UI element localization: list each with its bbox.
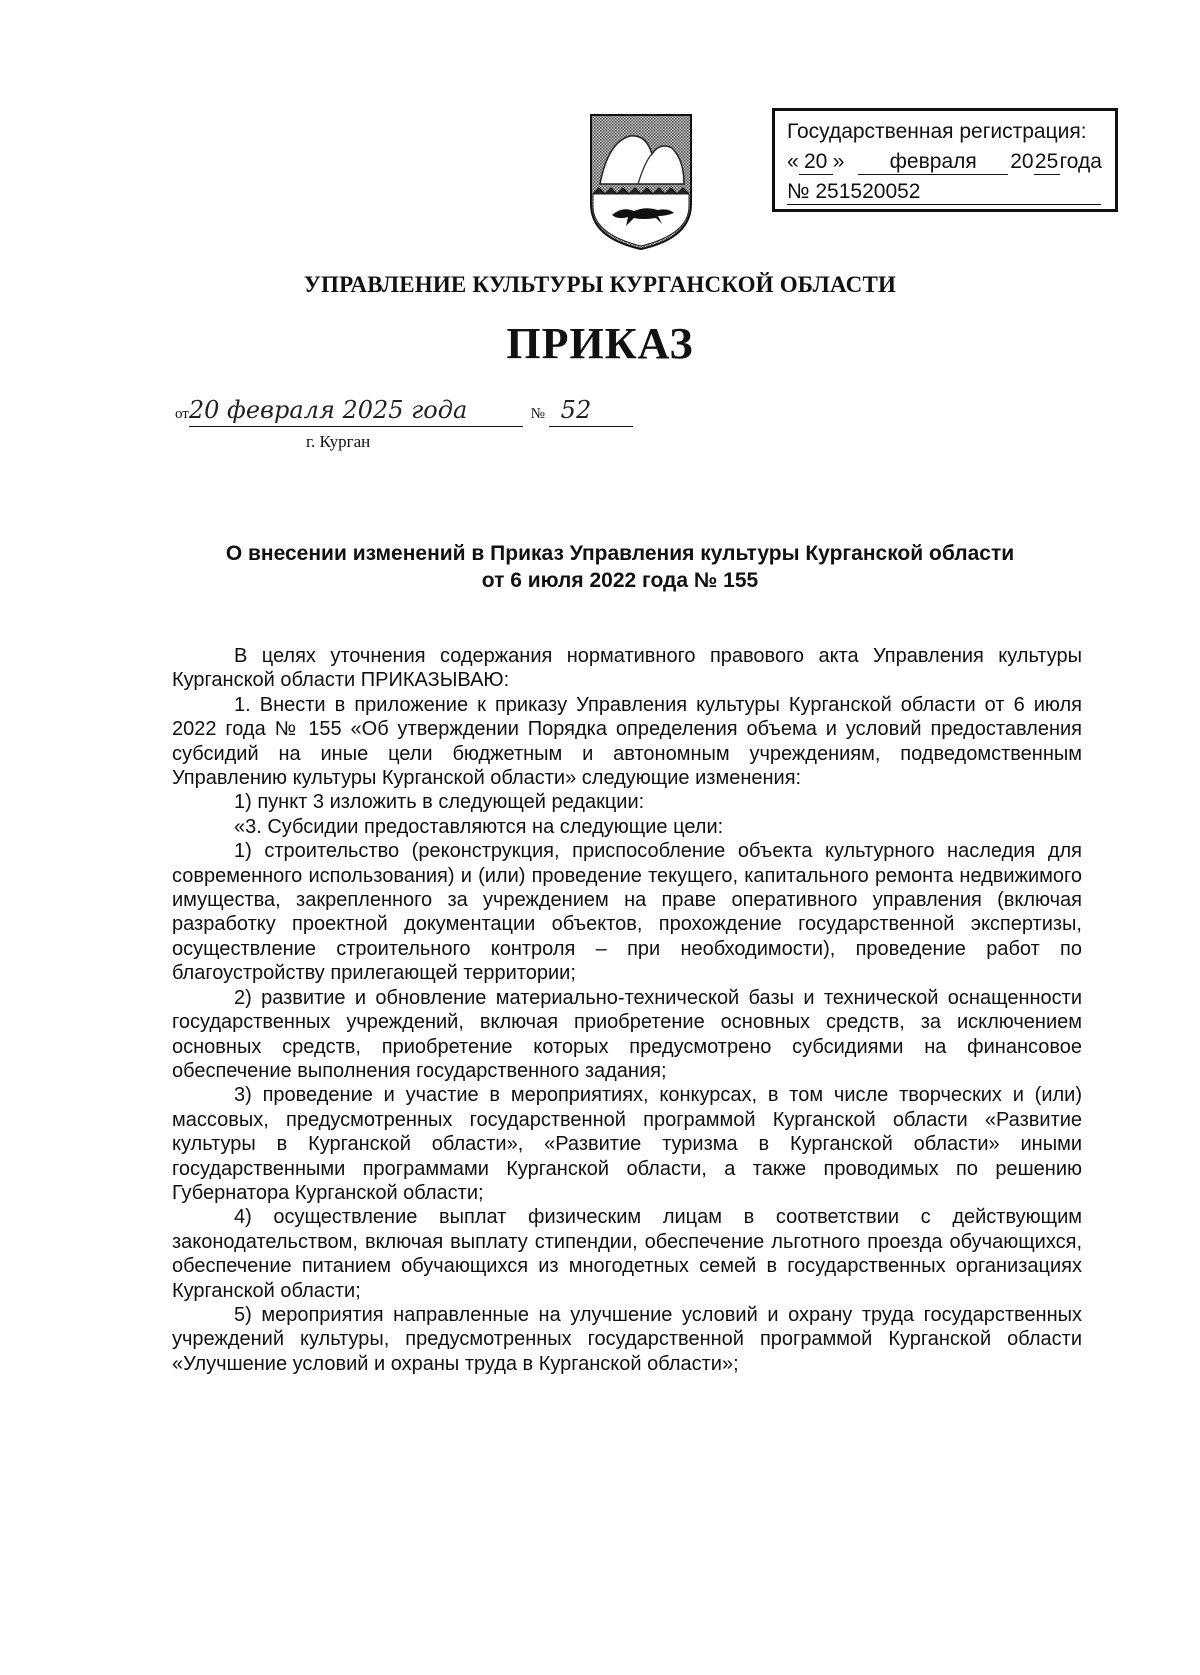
registration-day: 20 [799,150,833,175]
subject-line-1: О внесении изменений в Приказ Управления культуры Курганской области [225,542,1015,565]
organization-title: УПРАВЛЕНИЕ КУЛЬТУРЫ КУРГАНСКОЙ ОБЛАСТИ [303,272,897,297]
registration-date [787,147,1105,177]
order-body [172,644,1082,1376]
registration-quote-close: » [832,150,845,173]
body-paragraph: 1) пункт 3 изложить в следующей редакции: [234,791,645,814]
registration-number-row [787,177,1105,207]
registration-stamp [772,108,1118,212]
registration-year-suffix: 25 [1034,150,1059,173]
document-type-title: ПРИКАЗ [506,319,694,368]
body-paragraph: 1. Внести в приложение к приказу Управления культуры Курганской области от 6 июля 2022 года № 155 «Об утверждении Порядка определения объема и условий предоставления субсидий на иные цели бюджетным и автономным учреждениям, подведомственным Управлению культуры Курганской области» следующие изменения: [172,693,1082,790]
registration-year-word: года [1059,150,1102,173]
order-number-handwritten: 52 [560,396,592,424]
order-number-label: № [530,406,545,422]
from-label: от [175,406,189,422]
registration-month: февраля [858,150,1008,175]
body-paragraph: 1) строительство (реконструкция, приспособление объекта культурного наследия для современного использования) и (или) проведение текущего, капитального ремонта недвижимого имущества, закрепленного за учреждением на праве оперативного управления (включая разработку проектной документации объектов, прохождение государственной экспертизы, осуществление строительного контроля – при необходимости), проведение работ по благоустройству прилегающей территории; [172,840,1082,985]
body-paragraph: В целях уточнения содержания нормативного правового акта Управления культуры Курганской области ПРИКАЗЫВАЮ: [172,645,1082,692]
order-date-line [175,398,633,427]
registration-quote-open: « [787,150,799,173]
body-paragraph: «3. Субсидии предоставляются на следующие цели: [234,815,724,838]
registration-number: 251520052 [815,180,921,203]
registration-title: Государственная регистрация: [787,120,1087,143]
body-paragraph: 2) развитие и обновление материально-технической базы и технической оснащенности государственных учреждений, включая приобретение основных средств, за исключением основных средств, приобретение которых предусмотрено субсидиями на финансовое обеспечение выполнения государственного задания; [172,986,1082,1082]
order-subject [160,540,1080,594]
body-paragraph: 3) проведение и участие в мероприятиях, конкурсах, в том числе творческих и (или) массовых, предусмотренных государственной программой Курганской области «Развитие культуры в Курганской области», «Развитие туризма в Курганской области» иными государственными программами Курганской области, а также проводимых по решению Губернатора Курганской области; [172,1084,1082,1204]
registration-year-prefix: 20 [1010,150,1034,173]
registration-number-label: № [787,180,810,203]
body-paragraph: 4) осуществление выплат физическим лицам в соответствии с действующим законодательством, включая выплату стипендии, обеспечение льготного проезда обучающихся, обеспечение питанием обучающихся из многодетных семей в государственных организациях Курганской области; [172,1206,1082,1302]
order-date-handwritten: 20 февраля 2025 года [188,396,468,424]
subject-line-2: от 6 июля 2022 года № 155 [481,569,759,592]
city-label: г. Курган [306,432,371,451]
body-paragraph: 5) мероприятия направленные на улучшение условий и охрану труда государственных учреждений культуры, предусмотренных государственной программой Курганской области «Улучшение условий и охраны труда в Курганской области»; [172,1303,1082,1375]
coat-of-arms-icon [588,112,694,252]
